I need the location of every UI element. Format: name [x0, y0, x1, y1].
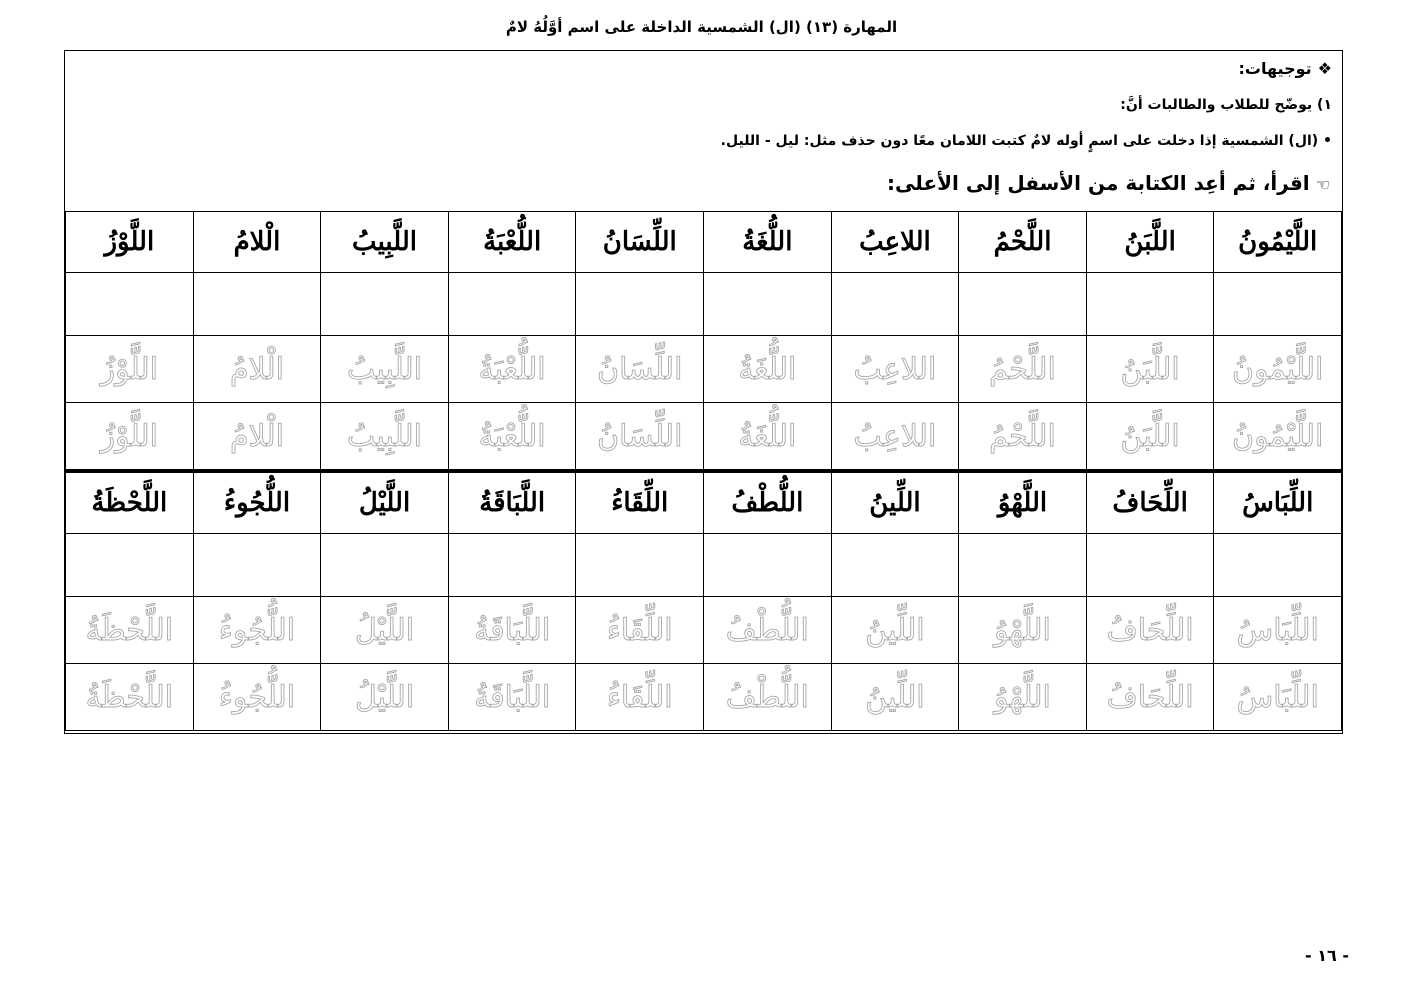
- worksheet-frame: [64, 50, 1343, 734]
- writing-cell[interactable]: [321, 534, 449, 597]
- page-title: المهارة (١٣) (ال) الشمسية الداخلة على اسم أوَّلُهُ لامٌ: [505, 18, 898, 36]
- directions-heading: [1239, 59, 1333, 78]
- directions-line-1: ١) يوضّح للطلاب والطالبات أنَّ:: [1120, 97, 1332, 113]
- trace-cell: اللُّطْفُ: [704, 597, 832, 664]
- writing-cell[interactable]: [831, 273, 959, 336]
- trace-cell: اللَّيْلُ: [321, 597, 449, 664]
- trace-cell: اللُّعْبَةُ: [448, 336, 576, 403]
- pointing-hand-icon: ☜: [1315, 175, 1330, 194]
- word-cell: اللُّطْفُ: [704, 471, 832, 534]
- trace-cell: اللِّقَاءُ: [576, 664, 704, 731]
- writing-cell[interactable]: [1086, 534, 1214, 597]
- trace-cell: اللَّيْمُونُ: [1214, 403, 1342, 472]
- word-cell: اللُّغَةُ: [704, 212, 832, 273]
- writing-cell[interactable]: [1214, 273, 1342, 336]
- trace-cell: الْلامُ: [193, 403, 321, 472]
- trace-cell: اللَّحْظَةُ: [66, 597, 194, 664]
- word-cell: اللُّعْبَةُ: [448, 212, 576, 273]
- word-row-2: [66, 471, 1342, 534]
- word-cell: اللُّجُوءُ: [193, 471, 321, 534]
- bullet-icon: •: [1323, 133, 1332, 149]
- page-number: - ١٦ -: [1305, 946, 1349, 965]
- word-cell: اللاعِبُ: [831, 212, 959, 273]
- trace-cell: اللاعِبُ: [831, 403, 959, 472]
- writing-cell[interactable]: [959, 273, 1087, 336]
- trace-cell: اللَّحْظَةُ: [66, 664, 194, 731]
- trace-cell: اللَّهْوُ: [959, 597, 1087, 664]
- trace-cell: اللُّجُوءُ: [193, 597, 321, 664]
- trace-cell: اللَّبَاقَةُ: [448, 664, 576, 731]
- writing-cell[interactable]: [576, 273, 704, 336]
- trace-row-2b: [66, 664, 1342, 731]
- word-cell: اللَّبَنُ: [1086, 212, 1214, 273]
- word-cell: اللِّحَافُ: [1086, 471, 1214, 534]
- trace-cell: اللَّبِيبُ: [321, 403, 449, 472]
- trace-cell: اللِّقَاءُ: [576, 597, 704, 664]
- exercise-instruction-text: اقرأ، ثم أعِد الكتابة من الأسفل إلى الأعلى:: [887, 171, 1310, 195]
- writing-cell[interactable]: [1214, 534, 1342, 597]
- trace-cell: اللِّينُ: [831, 597, 959, 664]
- trace-row-2a: [66, 597, 1342, 664]
- word-row-1: [66, 212, 1342, 273]
- word-cell: اللِّقَاءُ: [576, 471, 704, 534]
- word-cell: اللَّحْمُ: [959, 212, 1087, 273]
- trace-cell: اللِّبَاسُ: [1214, 664, 1342, 731]
- trace-cell: اللِّسَانُ: [576, 403, 704, 472]
- writing-cell[interactable]: [448, 273, 576, 336]
- writing-cell[interactable]: [66, 534, 194, 597]
- trace-cell: اللَّوْزُ: [66, 403, 194, 472]
- directions-line-2: [721, 133, 1332, 149]
- trace-row-1a: [66, 336, 1342, 403]
- exercise-instruction: [887, 171, 1330, 195]
- writing-cell[interactable]: [193, 273, 321, 336]
- trace-row-1b: [66, 403, 1342, 472]
- word-cell: اللَّيْلُ: [321, 471, 449, 534]
- writing-row-2: [66, 534, 1342, 597]
- writing-cell[interactable]: [321, 273, 449, 336]
- word-cell: اللَّيْمُونُ: [1214, 212, 1342, 273]
- writing-cell[interactable]: [448, 534, 576, 597]
- writing-cell[interactable]: [66, 273, 194, 336]
- trace-cell: اللَّحْمُ: [959, 336, 1087, 403]
- trace-cell: اللِّينُ: [831, 664, 959, 731]
- word-cell: اللِّبَاسُ: [1214, 471, 1342, 534]
- writing-cell[interactable]: [959, 534, 1087, 597]
- directions-line-2-text: (ال) الشمسية إذا دخلت على اسمٍ أوله لامٌ كتبت اللامان معًا دون حذف مثل: ليل - الليل.: [720, 133, 1319, 149]
- trace-cell: اللَّهْوُ: [959, 664, 1087, 731]
- writing-cell[interactable]: [576, 534, 704, 597]
- trace-cell: اللَّحْمُ: [959, 403, 1087, 472]
- trace-cell: اللُّجُوءُ: [193, 664, 321, 731]
- directions-heading-text: توجيهات:: [1238, 59, 1312, 78]
- trace-cell: اللَّبَاقَةُ: [448, 597, 576, 664]
- trace-cell: اللاعِبُ: [831, 336, 959, 403]
- writing-row-1: [66, 273, 1342, 336]
- trace-cell: اللُّغَةُ: [704, 403, 832, 472]
- trace-cell: اللَّبَنُ: [1086, 336, 1214, 403]
- word-cell: اللَّبَاقَةُ: [448, 471, 576, 534]
- writing-cell[interactable]: [704, 534, 832, 597]
- trace-cell: الْلامُ: [193, 336, 321, 403]
- trace-cell: اللَّبِيبُ: [321, 336, 449, 403]
- writing-cell[interactable]: [193, 534, 321, 597]
- trace-cell: اللِّسَانُ: [576, 336, 704, 403]
- diamond-bullet-icon: ❖: [1317, 59, 1332, 78]
- word-cell: اللَّبِيبُ: [321, 212, 449, 273]
- writing-cell[interactable]: [1086, 273, 1214, 336]
- trace-cell: اللَّيْلُ: [321, 664, 449, 731]
- word-cell: اللِّسَانُ: [576, 212, 704, 273]
- writing-cell[interactable]: [704, 273, 832, 336]
- word-cell: اللَّوْزُ: [66, 212, 194, 273]
- word-cell: الْلامُ: [193, 212, 321, 273]
- writing-cell[interactable]: [831, 534, 959, 597]
- word-cell: اللِّينُ: [831, 471, 959, 534]
- trace-cell: اللِّحَافُ: [1086, 597, 1214, 664]
- trace-cell: اللُّعْبَةُ: [448, 403, 576, 472]
- word-cell: اللَّحْظَةُ: [66, 471, 194, 534]
- trace-cell: اللَّوْزُ: [66, 336, 194, 403]
- trace-cell: اللَّبَنُ: [1086, 403, 1214, 472]
- trace-cell: اللِّحَافُ: [1086, 664, 1214, 731]
- word-cell: اللَّهْوُ: [959, 471, 1087, 534]
- trace-cell: اللَّيْمُونُ: [1214, 336, 1342, 403]
- practice-grid: [65, 211, 1342, 731]
- trace-cell: اللُّطْفُ: [704, 664, 832, 731]
- trace-cell: اللُّغَةُ: [704, 336, 832, 403]
- trace-cell: اللِّبَاسُ: [1214, 597, 1342, 664]
